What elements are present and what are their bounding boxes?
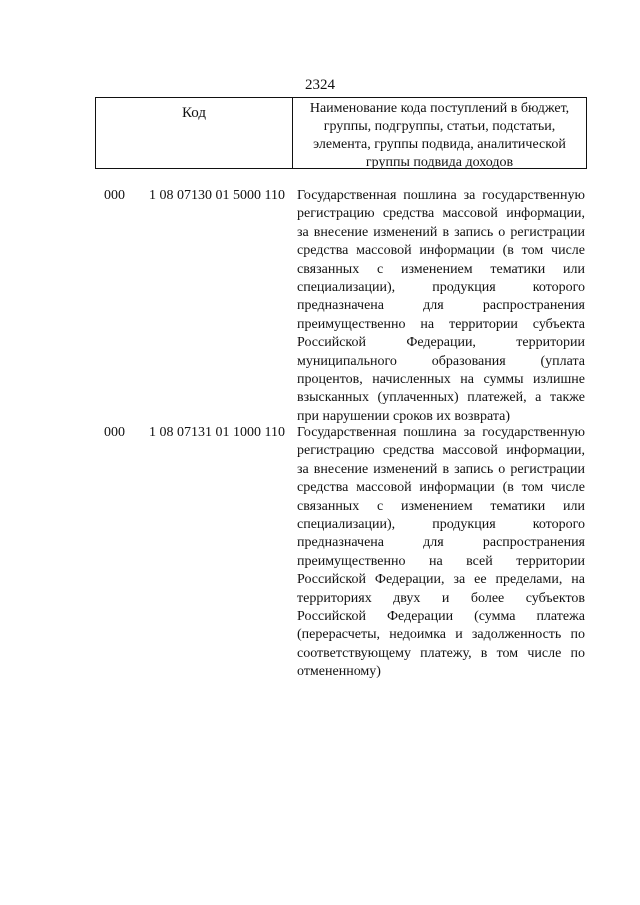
revenue-code: 1 08 07131 01 1000 110 [149, 425, 285, 440]
table-header [95, 97, 587, 169]
table-row [104, 424, 589, 682]
revenue-code: 1 08 07130 01 5000 110 [149, 188, 285, 203]
admin-code: 000 [104, 425, 125, 440]
table-row [104, 187, 589, 426]
header-name-label: Наименование кода поступлений в бюджет, группы, подгруппы, статьи, подстатьи, элемента, группы подвида, аналитической группы подвида доходов [309, 101, 570, 170]
page-number: 2324 [305, 77, 335, 93]
revenue-description: Государственная пошлина за государственную регистрацию средства массовой информации, за внесение изменений в запись о регистрации средства массовой информации (в том числе связанных с изменением тематики или специализации), продукция которого предназначена для распространения преимущественно на всей территории Российской Федерации, за ее пределами, на территориях двух и более субъектов Российской Федерации (сумма платежа (перерасчеты, недоимка и задолженность по соответствующему платежу, в том числе по отмененному) [297, 425, 585, 680]
header-code-label: Код [96, 98, 293, 168]
admin-code: 000 [104, 188, 125, 203]
revenue-description: Государственная пошлина за государственную регистрацию средства массовой информации, за внесение изменений в запись о регистрации средства массовой информации (в том числе связанных с изменением тематики или специализации), продукция которого предназначена для распространения преимущественно на территории субъекта Российской Федерации, территории муниципального образования (уплата процентов, начисленных на суммы излишне взысканных (уплаченных) платежей, а также при нарушении сроков их возврата) [297, 188, 585, 424]
